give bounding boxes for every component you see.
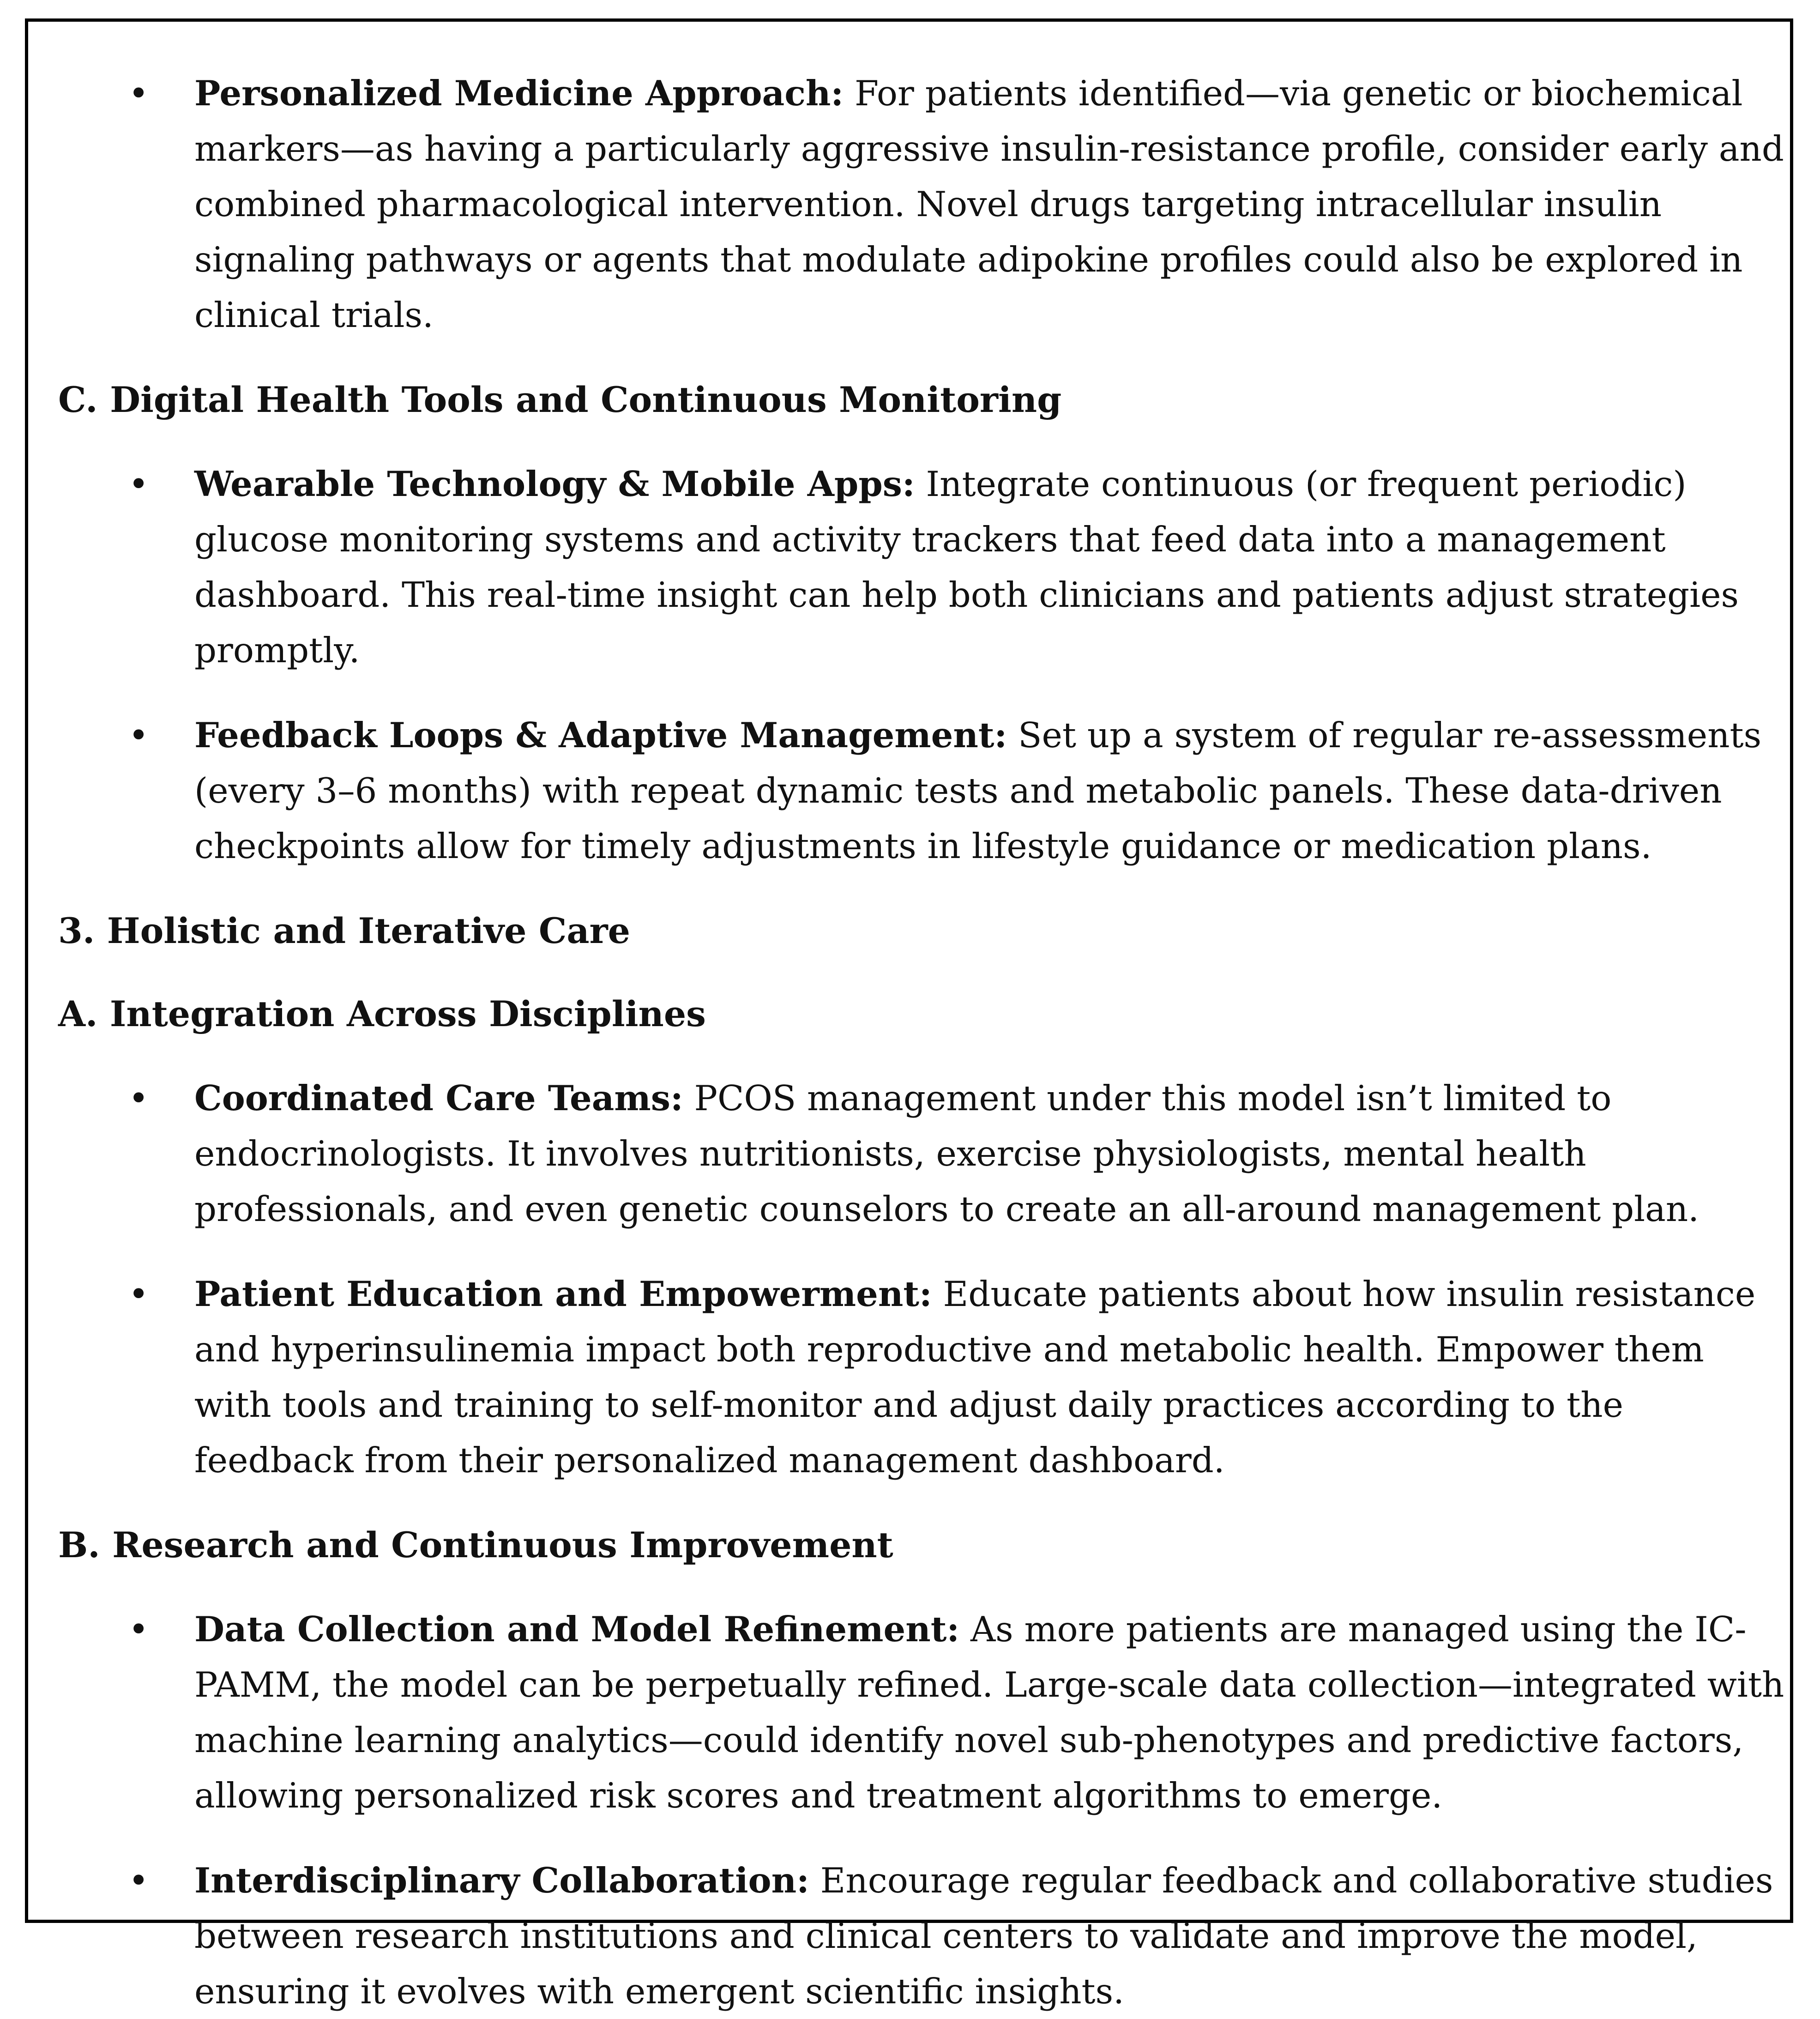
bullet-term: Patient Education and Empowerment:: [194, 1274, 932, 1314]
bullet-term: Data Collection and Model Refinement:: [194, 1609, 960, 1650]
bullet-dot: •: [128, 1860, 149, 1901]
bullet-patient-education: [58, 1266, 1785, 1488]
bullet-dot: •: [128, 464, 149, 504]
bullet-data-collection: [58, 1602, 1785, 1823]
bullet-text: PCOS management under this model isn’t limited to endocrinologists. It involves nutritionists, exercise physiologists, mental health professionals, and even genetic counselors to create an all-around management plan.: [194, 1078, 1699, 1229]
bullet-text: Integrate continuous (or frequent periodic) glucose monitoring systems and activity trackers that feed data into a management dashboard. This real-time insight can help both clinicians and patients adjust strategies promptly.: [194, 464, 1739, 671]
section-heading-research: B. Research and Continuous Improvement: [58, 1524, 893, 1566]
bullet-text: Set up a system of regular re-assessments (every 3–6 months) with repeat dynamic tests and metabolic panels. These data-driven checkpoints allow for timely adjustments in lifestyle guidance or medication plans.: [194, 715, 1762, 866]
bullet-feedback-loops: [58, 707, 1785, 874]
bullet-term: Feedback Loops & Adaptive Management:: [194, 715, 1007, 756]
document-content: [58, 66, 1785, 2019]
bullet-wearable-technology: [58, 456, 1785, 678]
bullet-term: Coordinated Care Teams:: [194, 1078, 683, 1118]
section-heading-digital-health: C. Digital Health Tools and Continuous Monitoring: [58, 379, 1062, 420]
bullet-dot: •: [128, 1609, 149, 1650]
bullet-text: Encourage regular feedback and collaborative studies between research institutions and clinical centers to validate and improve the model, ensuring it evolves with emergent scientific insights.: [194, 1860, 1773, 2012]
bullet-dot: •: [128, 1274, 149, 1314]
bullet-text: Educate patients about how insulin resistance and hyperinsulinemia impact both reproductive and metabolic health. Empower them with tools and training to self-monitor and adjust daily practices according to the feedback from their personalized management dashboard.: [194, 1274, 1756, 1481]
document-frame: [25, 18, 1793, 2012]
bullet-interdisciplinary: [58, 1853, 1785, 2019]
bullet-text: For patients identified—via genetic or biochemical markers—as having a particularly aggressive insulin-resistance profile, consider early and combined pharmacological intervention. Novel drugs targeting intracellular insulin signaling pathways or agents that modulate adipokine profiles could also be explored in clinical trials.: [194, 73, 1784, 335]
bullet-dot: •: [128, 1078, 149, 1118]
bullet-dot: •: [128, 715, 149, 756]
section-heading-holistic-care: 3. Holistic and Iterative Care: [58, 910, 631, 951]
bullet-term: Wearable Technology & Mobile Apps:: [194, 464, 915, 504]
bullet-text: As more patients are managed using the IC-PAMM, the model can be perpetually refined. Large-scale data collection—integrated with machine learning analytics—could identify novel sub-phenotypes and predictive factors, allowing personalized risk scores and treatment algorithms to emerge.: [194, 1609, 1784, 1816]
section-heading-integration: A. Integration Across Disciplines: [58, 993, 706, 1034]
bullet-term: Personalized Medicine Approach:: [194, 73, 844, 114]
bullet-coordinated-care: [58, 1070, 1785, 1237]
bullet-term: Interdisciplinary Collaboration:: [194, 1860, 809, 1901]
bullet-personalized-medicine: [58, 66, 1785, 343]
bullet-dot: •: [128, 73, 149, 114]
